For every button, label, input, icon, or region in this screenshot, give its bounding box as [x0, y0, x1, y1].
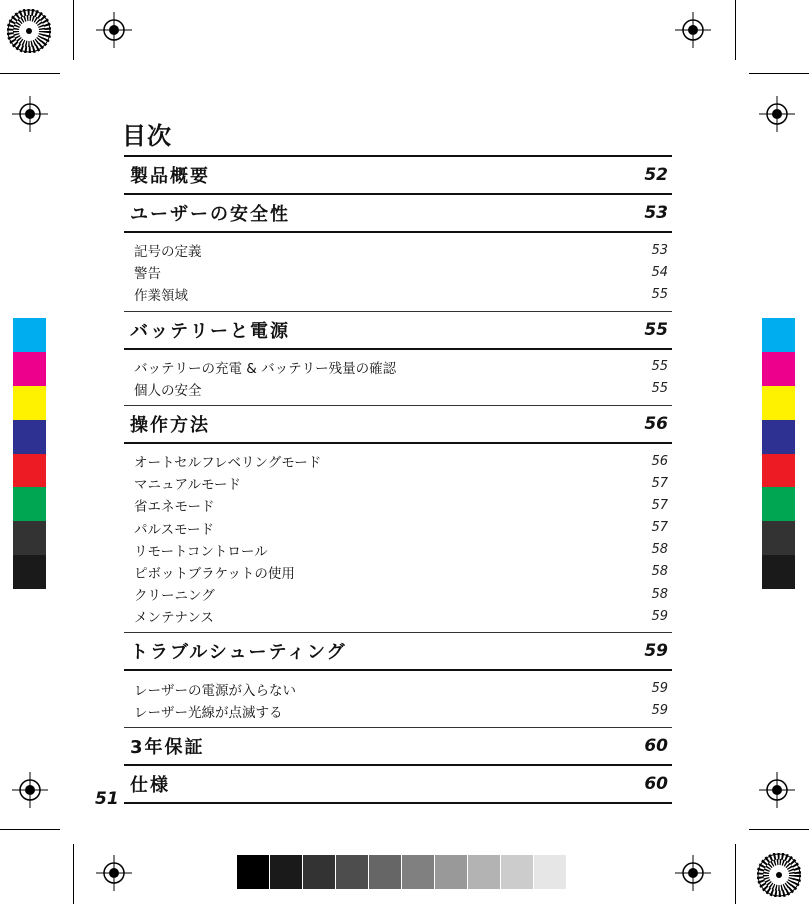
color-swatch [13, 555, 46, 589]
color-swatch [237, 855, 269, 889]
toc-entry-page: 54 [651, 264, 668, 280]
toc-entry-label: バッテリーの充電 & バッテリー残量の確認 [134, 360, 397, 377]
registration-mark-icon [675, 855, 711, 891]
toc-entry-page: 59 [651, 608, 668, 624]
toc-entry-label: パルスモード [134, 521, 215, 538]
color-swatch [762, 318, 795, 352]
registration-mark-icon [759, 96, 795, 132]
crop-mark [735, 844, 736, 904]
crop-mark [735, 0, 736, 60]
toc-entry [134, 283, 668, 305]
toc-section-label: ユーザーの安全性 [130, 204, 290, 225]
toc-entry [134, 494, 668, 516]
toc-section-heading [124, 633, 672, 669]
color-swatch [270, 855, 302, 889]
toc-entry-label: ピボットブラケットの使用 [134, 565, 295, 582]
toc-subsection-list [124, 671, 672, 726]
crop-mark [0, 829, 60, 830]
toc-section-page: 55 [644, 319, 668, 340]
toc-entry-page: 55 [651, 286, 668, 302]
color-swatch [13, 386, 46, 420]
page-number: 51 [95, 789, 119, 809]
color-swatch [303, 855, 335, 889]
toc-section-page: 59 [644, 641, 668, 662]
toc-entry [134, 472, 668, 494]
crop-mark [73, 844, 74, 904]
toc-section-heading [124, 728, 672, 764]
color-swatch [501, 855, 533, 889]
color-swatch [762, 420, 795, 454]
toc-entry-label: 記号の定義 [134, 244, 202, 261]
color-bar-right [762, 318, 795, 589]
color-swatch [468, 855, 500, 889]
toc-section-page: 52 [644, 165, 668, 185]
registration-mark-icon [675, 12, 711, 48]
toc-entry-page: 55 [651, 359, 668, 375]
color-swatch [762, 487, 795, 521]
section-divider [124, 802, 672, 804]
color-swatch [13, 487, 46, 521]
toc-subsection-list [124, 350, 672, 405]
toc-section-heading [124, 406, 672, 442]
color-swatch [762, 555, 795, 589]
toc-entry [134, 583, 668, 605]
toc-entry [134, 261, 668, 283]
toc-entry-page: 57 [651, 475, 668, 491]
toc-entry-label: リモートコントロール [134, 543, 268, 560]
toc-entry-page: 59 [651, 703, 668, 719]
crop-mark [0, 73, 60, 74]
toc-entry [134, 450, 668, 472]
color-swatch [13, 454, 46, 488]
color-swatch [13, 420, 46, 454]
toc-entry-label: 警告 [134, 266, 161, 283]
registration-mark-icon [96, 855, 132, 891]
toc-entry-label: レーザーの電源が入らない [134, 682, 296, 699]
color-bar-left [13, 318, 46, 589]
toc-entry-label: マニュアルモード [134, 477, 241, 494]
color-swatch [13, 521, 46, 555]
toc-section-heading [124, 157, 672, 193]
toc-entry-page: 58 [651, 542, 668, 558]
toc-entry-label: オートセルフレベリングモード [134, 455, 322, 472]
toc-entry [134, 378, 668, 400]
page-title: 目次 [122, 122, 172, 150]
color-swatch [762, 386, 795, 420]
color-swatch [534, 855, 566, 889]
color-swatch [435, 855, 467, 889]
toc-entry-page: 53 [651, 242, 668, 258]
toc-entry-page: 57 [651, 520, 668, 536]
toc-entry [134, 677, 668, 699]
toc-section-page: 60 [644, 735, 668, 756]
toc-entry [134, 700, 668, 722]
toc-entry-label: 省エネモード [134, 499, 215, 516]
color-swatch [369, 855, 401, 889]
toc-section-page: 60 [644, 773, 668, 794]
toc-entry-label: クリーニング [134, 588, 215, 605]
toc-entry-label: メンテナンス [134, 610, 214, 627]
color-swatch [13, 352, 46, 386]
toc-entry-page: 56 [651, 453, 668, 469]
toc-subsection-list [124, 444, 672, 633]
table-of-contents [124, 155, 672, 804]
toc-entry-label: レーザー光線が点滅する [134, 704, 283, 721]
color-swatch [13, 318, 46, 352]
toc-entry [134, 517, 668, 539]
color-swatch [402, 855, 434, 889]
toc-section-label: バッテリーと電源 [130, 320, 290, 342]
toc-entry-page: 55 [651, 381, 668, 397]
toc-section-page: 56 [644, 413, 668, 434]
gray-scale-bar [237, 855, 567, 889]
toc-section-page: 53 [644, 203, 668, 223]
toc-entry [134, 561, 668, 583]
toc-section-label: 製品概要 [130, 166, 210, 187]
toc-section-label: 3年保証 [130, 736, 205, 758]
toc-section-label: トラブルシューティング [130, 642, 347, 664]
color-swatch [762, 352, 795, 386]
registration-mark-icon [12, 772, 48, 808]
toc-entry-label: 個人の安全 [134, 382, 202, 399]
color-swatch [762, 521, 795, 555]
crop-mark [73, 0, 74, 60]
crop-mark [749, 829, 809, 830]
toc-entry-page: 59 [651, 681, 668, 697]
toc-section-label: 操作方法 [130, 414, 210, 436]
starburst-target-icon [7, 9, 51, 53]
registration-mark-icon [96, 12, 132, 48]
toc-entry [134, 605, 668, 627]
toc-entry [134, 356, 668, 378]
toc-entry [134, 239, 668, 261]
toc-section-label: 仕様 [130, 774, 170, 796]
toc-section-heading [124, 195, 672, 231]
toc-entry-page: 58 [651, 564, 668, 580]
toc-entry [134, 539, 668, 561]
toc-entry-page: 58 [651, 586, 668, 602]
toc-entry-page: 57 [651, 497, 668, 513]
registration-mark-icon [759, 772, 795, 808]
toc-section-heading [124, 766, 672, 802]
starburst-target-icon [757, 853, 801, 897]
color-swatch [762, 454, 795, 488]
registration-mark-icon [12, 96, 48, 132]
toc-entry-label: 作業領域 [134, 288, 188, 305]
color-swatch [336, 855, 368, 889]
crop-mark [749, 73, 809, 74]
toc-section-heading [124, 312, 672, 348]
toc-subsection-list [124, 233, 672, 311]
